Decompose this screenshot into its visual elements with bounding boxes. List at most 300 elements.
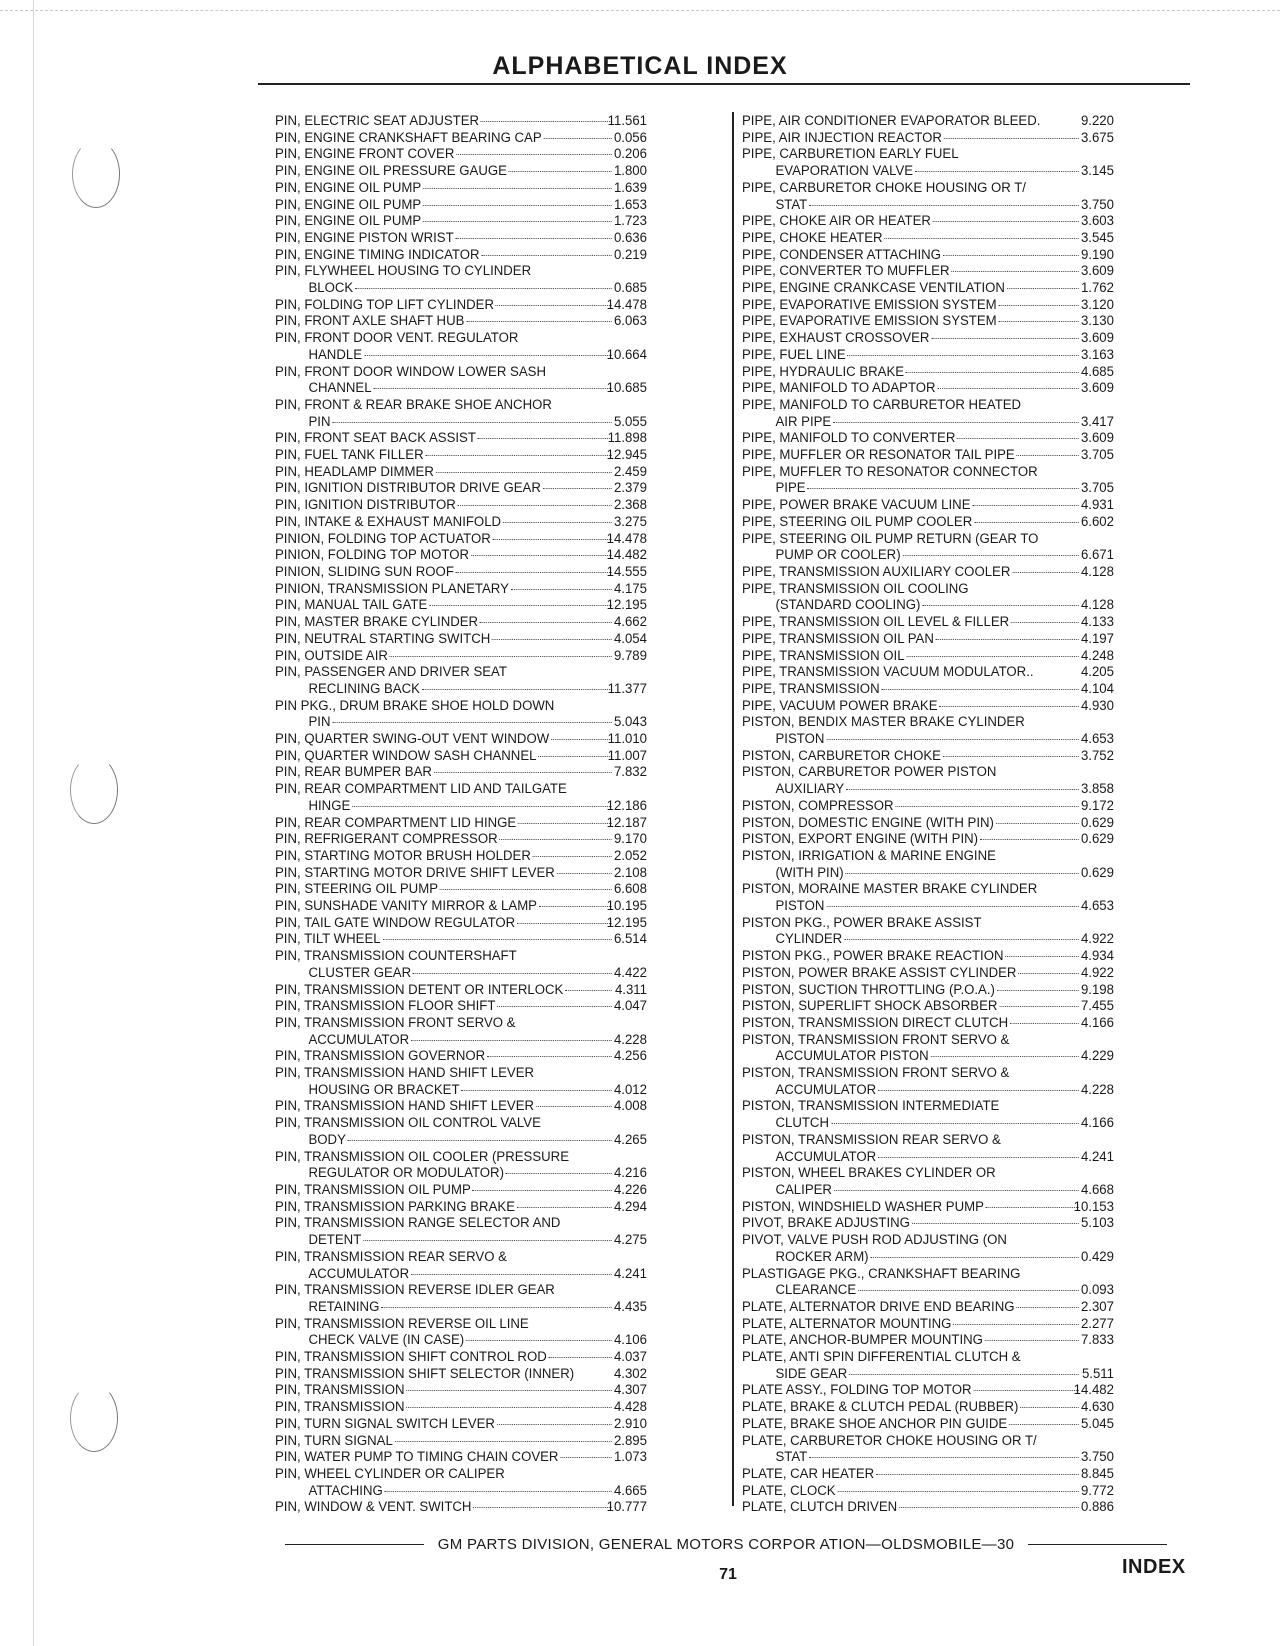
index-entry-term: PISTON, DOMESTIC ENGINE (WITH PIN) (742, 814, 994, 831)
dot-leader (951, 271, 1078, 272)
index-entry-line (275, 547, 647, 564)
index-entry-line (275, 915, 647, 932)
index-entry (275, 1115, 647, 1148)
index-page-ref: 3.609 (1080, 430, 1114, 447)
index-entry (275, 263, 647, 296)
index-entry-term: PLATE, BRAKE & CLUTCH PEDAL (RUBBER) (742, 1399, 1019, 1416)
dot-leader (434, 772, 612, 773)
index-entry-line (275, 1382, 647, 1399)
index-entry-term: PIN, HEADLAMP DIMMER (275, 463, 434, 480)
index-entry (742, 982, 1114, 999)
index-entry-line (275, 464, 647, 481)
index-entry-term: STAT (775, 196, 808, 213)
index-entry (742, 1433, 1114, 1466)
index-entry-term: ACCUMULATOR (775, 1148, 877, 1165)
index-entry-line (275, 1048, 647, 1065)
index-entry (275, 1382, 647, 1399)
index-entry (742, 247, 1114, 264)
dot-leader (985, 1340, 1079, 1341)
dot-leader (1010, 1023, 1079, 1024)
index-entry-line (275, 213, 647, 230)
index-entry-line (742, 1316, 1114, 1333)
index-page-ref: 4.166 (1080, 1115, 1114, 1132)
dot-leader (456, 572, 612, 573)
index-entry (275, 531, 647, 548)
dot-leader (957, 438, 1078, 439)
index-entry (275, 397, 647, 430)
index-entry-term: PIVOT, BRAKE ADJUSTING (742, 1215, 910, 1232)
index-entry-term: EVAPORATION VALVE (775, 163, 914, 180)
index-page-ref: 4.175 (613, 580, 647, 597)
index-page-ref: 0.206 (613, 146, 647, 163)
index-entry-term: PIN, FRONT SEAT BACK ASSIST (275, 430, 476, 447)
index-entry (275, 748, 647, 765)
index-entry (275, 631, 647, 648)
dot-leader (436, 472, 612, 473)
dot-leader (807, 488, 1078, 489)
index-entry-line (275, 1032, 647, 1049)
index-entry-line (275, 998, 647, 1015)
dot-leader (846, 789, 1079, 790)
dot-leader (846, 873, 1079, 874)
dot-leader (487, 1056, 612, 1057)
index-entry-line (742, 564, 1114, 581)
dot-leader (406, 1390, 611, 1391)
index-entry (275, 1015, 647, 1048)
index-entry (275, 297, 647, 314)
dot-leader (953, 1324, 1078, 1325)
index-page-ref: 6.671 (1080, 547, 1114, 564)
index-entry-line (742, 1282, 1114, 1299)
index-page-ref: 12.195 (606, 914, 647, 931)
index-entry-term: PINION, FOLDING TOP ACTUATOR (275, 530, 491, 547)
index-entry-term: PIPE (775, 480, 806, 497)
dot-leader (332, 722, 611, 723)
index-entry-line (742, 230, 1114, 247)
index-entry-term: PIPE, CONVERTER TO MUFFLER (742, 263, 950, 280)
index-entry-line (742, 948, 1114, 965)
index-page-ref: 4.197 (1080, 630, 1114, 647)
index-entry-term: PIN, TAIL GATE WINDOW REGULATOR (275, 914, 516, 931)
index-entry (742, 297, 1114, 314)
index-entry (275, 982, 647, 999)
index-entry-line (742, 247, 1114, 264)
dot-leader (423, 188, 612, 189)
dot-leader (363, 1240, 612, 1241)
index-entry-line: PIN, FLYWHEEL HOUSING TO CYLINDER (275, 263, 532, 280)
index-entry-line: PISTON, TRANSMISSION REAR SERVO & (742, 1131, 1001, 1148)
index-entry-line (275, 764, 647, 781)
punch-hole-middle (70, 756, 118, 824)
index-entry-line (275, 1449, 647, 1466)
index-entry-term: CHANNEL (308, 380, 372, 397)
index-entry-term: PUMP OR COOLER) (775, 547, 901, 564)
dot-leader (858, 1290, 1079, 1291)
index-entry-line: PIN, TRANSMISSION REVERSE OIL LINE (275, 1315, 529, 1332)
dot-leader (826, 906, 1078, 907)
index-entry-term: CALIPER (775, 1182, 832, 1198)
index-entry (275, 698, 647, 731)
index-entry-line (275, 313, 647, 330)
dot-leader (456, 238, 612, 239)
index-entry-term: PIN, ENGINE OIL PUMP (275, 179, 422, 196)
index-entry-term: PLATE ASSY., FOLDING TOP MOTOR (742, 1382, 972, 1399)
index-page-ref: 1.653 (613, 196, 647, 213)
index-entry-term: PIPE, MANIFOLD TO ADAPTOR (742, 380, 936, 397)
index-entry-term: PIN (308, 413, 331, 430)
index-entry (742, 364, 1114, 381)
index-entry-term: PIN, REFRIGERANT COMPRESSOR (275, 831, 498, 848)
dot-leader (423, 221, 612, 222)
dot-leader (931, 1056, 1079, 1057)
index-entry-term: PISTON, COMPRESSOR (742, 797, 894, 814)
dot-leader (422, 689, 612, 690)
index-entry-line (742, 313, 1114, 330)
index-page-ref: 0.886 (1080, 1499, 1114, 1516)
index-entry-line (275, 1165, 647, 1182)
index-entry-line: PISTON, TRANSMISSION FRONT SERVO & (742, 1065, 1010, 1082)
index-entry-line: PIN, FRONT & REAR BRAKE SHOE ANCHOR (275, 396, 552, 413)
footer-text: GM PARTS DIVISION, GENERAL MOTORS CORPOR ATION—OLDSMOBILE—30 (437, 1536, 1015, 1553)
index-page-ref: 9.172 (1080, 797, 1114, 814)
index-page-ref: 0.056 (613, 129, 647, 146)
page-title: ALPHABETICAL INDEX (492, 52, 788, 80)
index-entry-term: PIPE, TRANSMISSION OIL PAN (742, 630, 934, 647)
index-entry-line: PIN, TRANSMISSION RANGE SELECTOR AND (275, 1215, 561, 1232)
dot-leader (565, 990, 611, 991)
dot-leader (503, 522, 612, 523)
index-entry-line (275, 1199, 647, 1216)
index-entry-line (275, 898, 647, 915)
index-page-ref: 4.930 (1080, 697, 1114, 714)
index-page-ref: 4.012 (613, 1081, 647, 1098)
dot-leader (496, 305, 612, 306)
dot-leader (878, 1157, 1079, 1158)
index-entry-line: PIPE, STEERING OIL PUMP RETURN (GEAR TO (742, 530, 1039, 547)
dot-leader (518, 823, 612, 824)
index-entry (275, 547, 647, 564)
index-entry-term: PIPE, CHOKE AIR OR HEATER (742, 213, 931, 230)
index-page-ref: 12.945 (606, 447, 647, 464)
index-entry-line (742, 364, 1114, 381)
index-entry-line (275, 497, 647, 514)
index-page-ref: 3.130 (1080, 313, 1114, 330)
index-page-ref: 4.435 (613, 1298, 647, 1315)
index-page-ref: 2.108 (613, 864, 647, 881)
index-entry-line (275, 881, 647, 898)
index-entry-term: CLUTCH (775, 1115, 829, 1132)
index-entry (742, 614, 1114, 631)
index-entry-term: PIN, REAR BUMPER BAR (275, 764, 432, 781)
index-page-ref: 9.772 (1080, 1482, 1114, 1499)
index-entry-line (275, 1499, 647, 1516)
index-entry-term: PIN, TURN SIGNAL (275, 1432, 393, 1449)
index-page-ref: 4.047 (613, 998, 647, 1015)
index-entry (275, 848, 647, 865)
index-entry-line (742, 514, 1114, 531)
index-entry-line (742, 982, 1114, 999)
index-entry-term: CHECK VALVE (IN CASE) (308, 1332, 465, 1349)
index-page-ref: 11.561 (607, 113, 647, 129)
index-page-ref: 3.752 (1080, 747, 1114, 764)
index-entry-line (742, 1182, 1114, 1199)
dot-leader (831, 1123, 1079, 1124)
index-entry-term: ACCUMULATOR (308, 1031, 410, 1048)
dot-leader (933, 221, 1079, 222)
dot-leader (551, 739, 612, 740)
index-entry (742, 1483, 1114, 1500)
index-page-ref: 9.190 (1080, 246, 1114, 263)
index-entry (742, 798, 1114, 815)
dot-leader (373, 388, 611, 389)
index-entry-line (275, 1098, 647, 1115)
index-entry-line (742, 1082, 1114, 1099)
dot-leader (931, 338, 1078, 339)
index-page-ref: 4.226 (613, 1182, 647, 1198)
index-page-ref: 0.636 (613, 229, 647, 246)
index-page-ref: 4.133 (1080, 614, 1114, 631)
index-entry (742, 280, 1114, 297)
index-entry-term: PIN (308, 714, 331, 731)
dot-leader (847, 355, 1078, 356)
index-page-ref: 0.629 (1080, 814, 1114, 831)
index-entry-term: PIN, MASTER BRAKE CYLINDER (275, 614, 479, 631)
index-page-ref: 5.103 (1080, 1215, 1114, 1232)
index-entry-line (275, 230, 647, 247)
index-page-ref: 3.675 (1080, 129, 1114, 146)
index-entry-line: PIN, FRONT DOOR VENT. REGULATOR (275, 330, 519, 347)
index-page-ref: 10.195 (606, 898, 647, 915)
index-entry (275, 430, 647, 447)
index-entry-term: STAT (775, 1449, 808, 1466)
index-entry-line: PLATE, CARBURETOR CHOKE HOUSING OR T/ (742, 1432, 1037, 1449)
index-entry-line (275, 714, 647, 731)
dot-leader (539, 906, 612, 907)
index-page-ref: 4.241 (1080, 1148, 1114, 1165)
index-entry (275, 464, 647, 481)
index-entry (742, 1165, 1114, 1198)
index-entry-term: PIN, STARTING MOTOR DRIVE SHIFT LEVER (275, 864, 555, 881)
index-entry-term: PIN, REAR COMPARTMENT LID HINGE (275, 814, 517, 831)
dot-leader (332, 422, 611, 423)
index-entry-line (275, 1132, 647, 1149)
index-entry-term: PLATE, CLUTCH DRIVEN (742, 1499, 898, 1516)
index-entry (742, 748, 1114, 765)
index-entry-term: PLATE, CLOCK (742, 1482, 836, 1499)
dot-leader (471, 555, 612, 556)
dot-leader (809, 1457, 1079, 1458)
dot-leader (406, 1407, 611, 1408)
index-entry (275, 1215, 647, 1248)
index-entry-term: PIN, TRANSMISSION HAND SHIFT LEVER (275, 1098, 535, 1115)
index-page-ref: 4.422 (613, 964, 647, 981)
index-entry (275, 197, 647, 214)
index-entry-term: PIPE, CHOKE HEATER (742, 229, 883, 246)
index-entry-line (742, 998, 1114, 1015)
dot-leader (497, 1424, 612, 1425)
dot-leader (429, 605, 612, 606)
index-page-ref: 4.008 (613, 1098, 647, 1115)
dot-leader (481, 255, 611, 256)
index-entry-term: PIPE, MUFFLER OR RESONATOR TAIL PIPE (742, 447, 1015, 464)
dot-leader (461, 1090, 611, 1091)
index-entry-line (742, 815, 1114, 832)
index-entry (275, 313, 647, 330)
dot-leader (1017, 455, 1079, 456)
dot-leader (458, 505, 612, 506)
dot-leader (543, 138, 611, 139)
index-page-ref: 2.368 (613, 497, 647, 514)
index-entry (275, 1449, 647, 1466)
index-entry-line (742, 1215, 1114, 1232)
index-page-ref: 4.128 (1080, 597, 1114, 614)
index-entry-term: PIN, OUTSIDE AIR (275, 647, 388, 664)
index-entry-line (742, 597, 1114, 614)
index-entry-line (275, 1182, 647, 1199)
index-entry (275, 831, 647, 848)
footer-rule-right (1028, 1544, 1167, 1545)
index-entry (742, 514, 1114, 531)
dot-leader (997, 990, 1079, 991)
dot-leader (837, 1491, 1078, 1492)
index-entry-line (742, 130, 1114, 147)
index-entry-term: BLOCK (308, 280, 354, 297)
index-entry-term: PIN, ELECTRIC SEAT ADJUSTER (275, 113, 480, 129)
index-entry-line (742, 1466, 1114, 1483)
index-entry-line (742, 1149, 1114, 1166)
dot-leader (870, 1257, 1078, 1258)
index-entry-term: CLUSTER GEAR (308, 964, 412, 981)
index-page-ref: 4.166 (1080, 1014, 1114, 1031)
index-page-ref: 1.723 (613, 213, 647, 230)
index-entry-term: PIPE, VACUUM POWER BRAKE (742, 697, 938, 714)
dot-leader (493, 539, 612, 540)
index-page-ref: 3.609 (1080, 263, 1114, 280)
dot-leader (517, 923, 612, 924)
index-entry (742, 130, 1114, 147)
index-entry-term: AIR PIPE (775, 413, 832, 430)
index-entry-line (742, 681, 1114, 698)
index-entry-term: PIN, WATER PUMP TO TIMING CHAIN COVER (275, 1449, 559, 1466)
index-page-ref: 2.277 (1080, 1315, 1114, 1332)
dot-leader (1018, 973, 1078, 974)
index-entry-term: PIPE, MANIFOLD TO CONVERTER (742, 430, 956, 447)
index-page-ref: 5.045 (1080, 1415, 1114, 1432)
index-entry (742, 1332, 1114, 1349)
dot-leader (1007, 288, 1079, 289)
index-entry (742, 915, 1114, 948)
index-entry-line: PIPE, TRANSMISSION OIL COOLING (742, 580, 969, 597)
index-entry-term: PISTON, EXPORT ENGINE (WITH PIN) (742, 831, 979, 848)
index-entry (742, 1499, 1114, 1516)
index-page-ref: 7.455 (1080, 998, 1114, 1015)
index-entry-line (275, 1299, 647, 1316)
index-entry (742, 313, 1114, 330)
index-entry-line (275, 447, 647, 464)
index-entry-line (742, 614, 1114, 631)
index-entry-term: SIDE GEAR (775, 1365, 848, 1382)
dot-leader (943, 255, 1079, 256)
index-entry (275, 597, 647, 614)
dot-leader (899, 1507, 1079, 1508)
dot-leader (980, 839, 1079, 840)
index-entry (742, 497, 1114, 514)
index-entry-line: PISTON, IRRIGATION & MARINE ENGINE (742, 847, 996, 864)
section-label: INDEX (1122, 1556, 1186, 1578)
index-entry (742, 1015, 1114, 1032)
index-entry (275, 247, 647, 264)
dot-leader (536, 1106, 612, 1107)
dot-leader (912, 1223, 1079, 1224)
index-page-ref: 4.302 (613, 1365, 647, 1382)
index-entry (275, 163, 647, 180)
index-entry-term: PIPE, EVAPORATIVE EMISSION SYSTEM (742, 296, 997, 313)
index-entry (275, 1433, 647, 1450)
index-entry (275, 230, 647, 247)
index-entry (275, 330, 647, 363)
index-entry-line (742, 1015, 1114, 1032)
index-entry-line (742, 113, 1114, 130)
index-entry-term: PISTON (775, 731, 825, 748)
index-entry (742, 815, 1114, 832)
index-entry-line (275, 531, 647, 548)
index-entry-line (742, 1382, 1114, 1399)
index-entry-term: PIPE, TRANSMISSION OIL LEVEL & FILLER (742, 614, 1010, 631)
index-entry-line (275, 113, 647, 130)
index-entry (742, 681, 1114, 698)
index-entry-line: PIN, TRANSMISSION FRONT SERVO & (275, 1014, 516, 1031)
index-entry-term: CYLINDER (775, 931, 843, 948)
index-entry (275, 497, 647, 514)
index-entry (275, 146, 647, 163)
index-page-ref: 3.750 (1080, 1449, 1114, 1466)
index-entry-term: PIPE, TRANSMISSION VACUUM MODULATOR.. (742, 664, 1034, 681)
index-entry-term: HINGE (308, 797, 351, 814)
index-entry-term: PINION, SLIDING SUN ROOF (275, 563, 454, 580)
index-entry-term: PIN, ENGINE OIL PUMP (275, 213, 422, 230)
index-entry (742, 714, 1114, 747)
index-entry-term: PLATE, ALTERNATOR DRIVE END BEARING (742, 1298, 1015, 1315)
index-entry (742, 1266, 1114, 1299)
index-entry-term: PIN, TRANSMISSION SHIFT SELECTOR (INNER) (275, 1365, 575, 1382)
index-page-ref: 4.241 (613, 1265, 647, 1282)
dot-leader (411, 1040, 612, 1041)
index-entry (742, 230, 1114, 247)
index-entry (742, 831, 1114, 848)
index-entry (275, 514, 647, 531)
index-entry-line (275, 197, 647, 214)
index-page-ref: 0.093 (1080, 1282, 1114, 1299)
index-entry-term: PIPE, TRANSMISSION (742, 680, 880, 697)
index-entry (275, 898, 647, 915)
dot-leader (348, 1140, 612, 1141)
dot-leader (425, 455, 611, 456)
index-entry-line (275, 597, 647, 614)
dot-leader (972, 505, 1078, 506)
index-entry-term: PIN, ENGINE FRONT COVER (275, 146, 455, 163)
index-page-ref: 4.054 (613, 630, 647, 647)
index-entry (742, 1098, 1114, 1131)
dot-leader (352, 806, 612, 807)
index-page-ref: 12.186 (606, 797, 647, 814)
index-entry-term: PIPE, EVAPORATIVE EMISSION SYSTEM (742, 313, 997, 330)
index-entry (275, 614, 647, 631)
dot-leader (395, 1441, 612, 1442)
index-entry (742, 1199, 1114, 1216)
dot-leader (876, 1474, 1079, 1475)
dot-leader (1011, 622, 1079, 623)
index-entry (742, 447, 1114, 464)
